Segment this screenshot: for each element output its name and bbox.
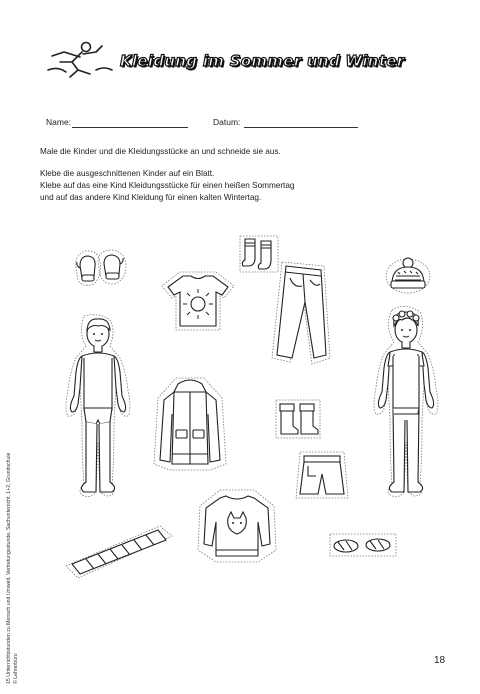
instruction-line: Klebe die ausgeschnittenen Kinder auf ein Blatt. [40,169,215,178]
trousers-icon[interactable] [268,258,334,370]
instruction-line: Male die Kinder und die Kleidungsstücke an und schneide sie aus. [40,147,281,156]
scarf-icon[interactable] [64,522,174,580]
credit-line: 15 Unterrichtsstunden zu Mensch und Umwelt, Vertretungsstunde, Sachunterricht, 1+2, Grundschule [6,452,12,684]
boots-icon[interactable] [272,396,324,442]
page-number: 18 [434,655,446,666]
running-figure-icon [42,40,116,80]
credit-line: © Lehrerbüro [13,653,19,684]
sweater-cat-icon[interactable] [196,486,278,566]
mittens-icon[interactable] [72,246,132,290]
name-label: Name: [46,117,72,127]
instruction-line: und auf das andere Kind Kleidung für einen kalten Wintertag. [40,193,262,202]
wool-hat-icon[interactable] [384,254,432,294]
instruction-line: Klebe auf das eine Kind Kleidungsstücke für einen heißen Sommertag [40,181,295,190]
name-field[interactable] [72,127,188,128]
sun-tshirt-icon[interactable] [160,268,236,334]
child-right-icon[interactable] [366,304,444,504]
child-left-icon[interactable] [60,312,138,502]
date-field[interactable] [244,127,358,128]
side-credit [6,453,20,684]
date-label: Datum: [213,117,241,127]
sandals-icon[interactable] [328,530,398,560]
page-title: Kleidung im Sommer und Winter [120,52,405,70]
winter-jacket-icon[interactable] [152,374,228,474]
shorts-icon[interactable] [294,448,350,504]
